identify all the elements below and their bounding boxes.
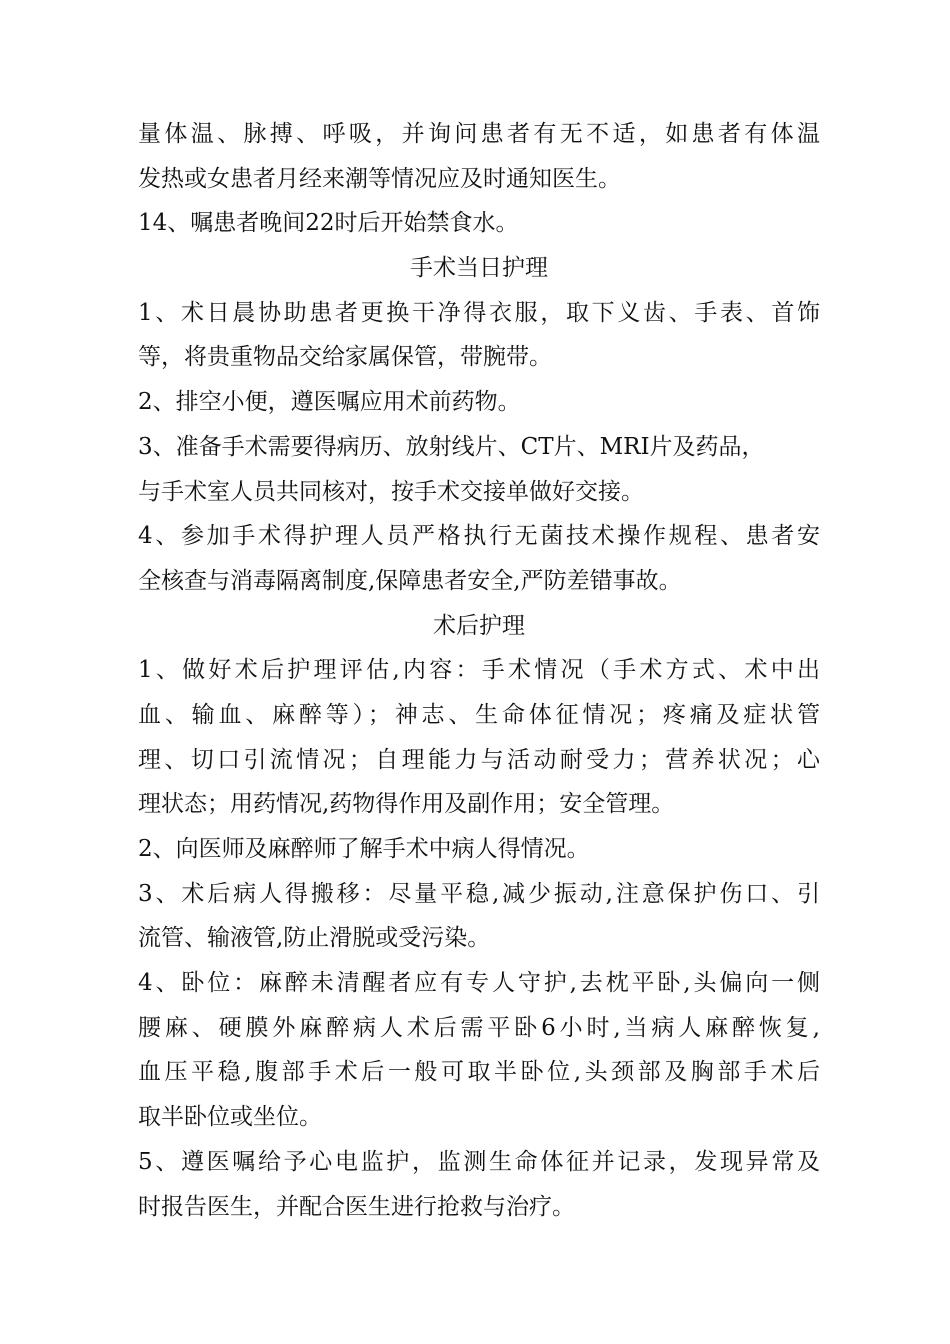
text-line: 14、嘱患者晚间22时后开始禁食水。 [138,210,519,237]
text-line: 理、切口引流情况；自理能力与活动耐受力；营养状况；心 [138,746,820,773]
document-page [138,112,820,1229]
text-line: 全核查与消毒隔离制度,保障患者安全,严防差错事故。 [138,567,682,594]
text-line: 等，将贵重物品交给家属保管，带腕带。 [138,344,552,371]
text-line: 流管、输液管,防止滑脱或受污染。 [138,925,491,952]
text-line: 1、术日晨协助患者更换干净得衣服，取下义齿、手表、首饰 [138,299,820,326]
text-line: 2、排空小便，遵医嘱应用术前药物。 [138,389,521,416]
text-line: 量体温、脉搏、呼吸，并询问患者有无不适，如患者有体温 [138,121,820,147]
text-line: 血、输血、麻醉等）；神志、生命体征情况；疼痛及症状管 [138,701,820,728]
text-line: 腰麻、硬膜外麻醉病人术后需平卧6小时,当病人麻醉恢复, [138,1014,820,1041]
text-line: 3、术后病人得搬移：尽量平稳,减少振动,注意保护伤口、引 [138,880,820,907]
text-line: 3、准备手术需要得病历、放射线片、CT片、MRI片及药品， [138,433,765,460]
text-line: 与手术室人员共同核对，按手术交接单做好交接。 [138,478,644,505]
section-heading: 术后护理 [433,612,525,639]
section-heading: 手术当日护理 [410,255,548,282]
text-line: 2、向医师及麻醉师了解手术中病人得情况。 [138,836,590,862]
text-line: 4、参加手术得护理人员严格执行无菌技术操作规程、患者安 [138,523,820,550]
text-line: 理状态；用药情况,药物得作用及副作用；安全管理。 [138,791,675,818]
text-line: 4、卧位：麻醉未清醒者应有专人守护,去枕平卧,头偏向一侧 [138,970,820,997]
text-line: 时报告医生，并配合医生进行抢救与治疗。 [138,1193,575,1220]
text-line: 发热或女患者月经来潮等情况应及时通知医生。 [138,165,621,192]
text-line: 取半卧位或坐位。 [138,1104,322,1131]
text-line: 1、做好术后护理评估,内容：手术情况（手术方式、术中出 [138,657,820,684]
text-line: 5、遵医嘱给予心电监护，监测生命体征并记录，发现异常及 [138,1148,820,1175]
text-line: 血压平稳,腹部手术后一般可取半卧位,头颈部及胸部手术后 [138,1059,820,1086]
